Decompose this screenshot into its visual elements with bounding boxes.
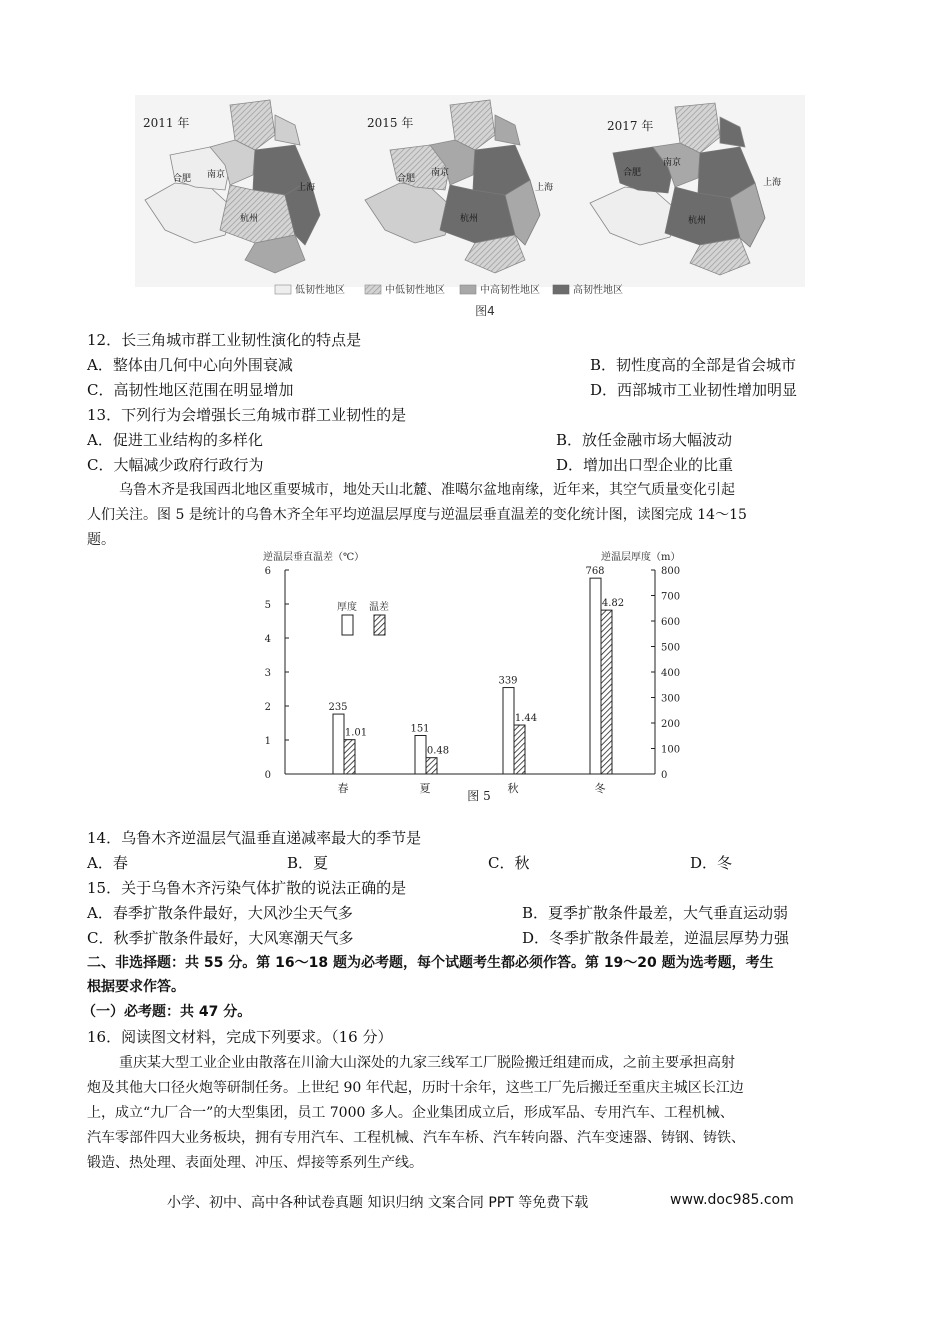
chart-ylabel-right: 逆温层厚度（m）: [601, 552, 681, 563]
chart-right-tick-label: 500: [661, 642, 681, 654]
chart-left-tick-label: 0: [264, 770, 271, 781]
city-hangzhou-2017: 杭州: [688, 216, 707, 226]
chart-right-tick-label: 700: [661, 591, 681, 603]
chart-right-tick-label: 600: [661, 617, 681, 628]
chart-right-tick-label: 300: [661, 693, 681, 705]
legend-thickness-label: 厚度: [337, 602, 357, 613]
q15-option-c: C．秋季扩散条件最好，大风寒潮天气多: [87, 929, 354, 947]
map-year-2011: 2011 年: [143, 116, 190, 130]
city-hangzhou-2015: 杭州: [460, 214, 479, 224]
city-hefei: 合肥: [173, 174, 192, 184]
intro-line-1: 乌鲁木齐是我国西北地区重要城市，地处天山北麓、准噶尔盆地南缘，近年来，其空气质量变化引起: [119, 482, 735, 498]
chart-ylabel-left: 逆温层垂直温差（℃）: [263, 552, 365, 563]
legend-mid-high: 中高韧性地区: [480, 285, 540, 296]
map-year-2017: 2017 年: [607, 119, 654, 133]
legend-tempdiff-swatch: [374, 615, 385, 635]
bar-thickness: [503, 688, 514, 774]
q14-stem: 14．乌鲁木齐逆温层气温垂直递减率最大的季节是: [87, 829, 422, 847]
footer-link[interactable]: www.doc985.com: [670, 1192, 794, 1208]
city-hefei-2015: 合肥: [397, 174, 416, 184]
q13-option-c: C．大幅减少政府行政行为: [87, 456, 264, 474]
city-shanghai: 上海: [297, 183, 316, 193]
legend-high: 高韧性地区: [573, 285, 623, 296]
q12-option-a: A．整体由几何中心向外围衰减: [87, 356, 293, 374]
map-year-2015: 2015 年: [367, 116, 414, 130]
q12-stem: 12．长三角城市群工业韧性演化的特点是: [87, 331, 362, 349]
bar-tempdiff-label: 4.82: [601, 598, 625, 610]
footer-text: 小学、初中、高中各种试卷真题 知识归纳 文案合同 PPT 等免费下载: [167, 1195, 589, 1211]
section2-subheading: （一）必考题：共 47 分。: [82, 1004, 252, 1020]
chart-left-tick-label: 3: [264, 668, 271, 679]
q12-option-b: B．韧性度高的全部是省会城市: [590, 356, 797, 374]
city-nanjing: 南京: [207, 170, 226, 180]
bar-tempdiff-label: 1.01: [344, 727, 368, 739]
legend-thickness-swatch: [342, 615, 353, 635]
q15-option-b: B．夏季扩散条件最差，大气垂直运动弱: [522, 904, 789, 922]
chart-left-tick-label: 4: [264, 634, 271, 645]
bar-tempdiff: [426, 758, 437, 774]
city-hangzhou: 杭州: [240, 214, 259, 224]
q16-para-line-1: 重庆某大型工业企业由散落在川渝大山深处的九家三线军工厂脱险搬迁组建而成，之前主要承担高射: [119, 1055, 735, 1071]
chart-caption: 图 5: [467, 789, 491, 803]
chart-left-tick-label: 2: [264, 702, 271, 713]
bar-thickness-label: 339: [498, 675, 518, 687]
q16-para-line-3: 上，成立“九厂合一”的大型集团，员工 7000 多人。企业集团成立后，形成军品、专用汽车、工程机械、: [87, 1105, 734, 1121]
bar-tempdiff: [601, 610, 612, 774]
q16-para-line-2: 炮及其他大口径火炮等研制任务。上世纪 90 年代起，历时十余年，这些工厂先后搬迁至重庆主城区长江边: [87, 1080, 744, 1096]
chart-left-tick-label: 1: [264, 736, 271, 747]
chart-right-tick-label: 0: [661, 770, 668, 781]
legend-tempdiff-label: 温差: [369, 602, 389, 613]
q15-option-d: D．冬季扩散条件最差，逆温层厚势力强: [522, 929, 790, 947]
bar-tempdiff: [344, 740, 355, 774]
bar-thickness-label: 235: [328, 702, 348, 714]
q14-option-b: B．夏: [287, 854, 329, 872]
chart-left-tick-label: 6: [264, 566, 271, 577]
city-shanghai-2017: 上海: [763, 178, 782, 188]
q12-option-d: D．西部城市工业韧性增加明显: [590, 381, 798, 399]
q13-stem: 13．下列行为会增强长三角城市群工业韧性的是: [87, 406, 407, 424]
q15-option-a: A．春季扩散条件最好，大风沙尘天气多: [87, 904, 353, 922]
q12-option-c: C．高韧性地区范围在明显增加: [87, 381, 294, 399]
x-category-label: 冬: [594, 782, 606, 795]
figure-4-maps: [135, 95, 805, 325]
intro-line-3: 题。: [87, 532, 115, 548]
q14-option-c: C．秋: [488, 854, 530, 872]
q16-stem: 16．阅读图文材料，完成下列要求。（16 分）: [87, 1028, 393, 1046]
x-category-label: 春: [337, 782, 349, 795]
city-nanjing-2017: 南京: [663, 158, 682, 168]
bar-thickness: [415, 735, 426, 774]
section2-heading-line1: 二、非选择题：共 55 分。第 16～18 题为必考题，每个试题考生都必须作答。第 19～20 题为选考题，考生: [87, 955, 774, 971]
chart-left-tick-label: 5: [264, 600, 271, 611]
chart-right-tick-label: 100: [661, 744, 681, 756]
figure-4-caption: 图4: [475, 304, 495, 318]
legend-low: 低韧性地区: [295, 285, 345, 296]
bar-thickness: [590, 578, 601, 774]
figure-5-chart: [255, 548, 695, 808]
bar-tempdiff-label: 0.48: [426, 745, 450, 757]
q13-option-d: D．增加出口型企业的比重: [556, 456, 734, 474]
city-hefei-2017: 合肥: [623, 168, 642, 178]
intro-line-2: 人们关注。图 5 是统计的乌鲁木齐全年平均逆温层厚度与逆温层垂直温差的变化统计图，读图完成 14～15: [87, 507, 747, 523]
bar-thickness-label: 768: [585, 566, 605, 578]
bar-thickness-label: 151: [410, 723, 430, 735]
bar-tempdiff-label: 1.44: [514, 713, 538, 725]
city-nanjing-2015: 南京: [431, 168, 450, 178]
legend-mid-low: 中低韧性地区: [385, 285, 445, 296]
section2-heading-line2: 根据要求作答。: [87, 979, 185, 995]
q14-option-a: A．春: [87, 854, 128, 872]
city-shanghai-2015: 上海: [535, 183, 554, 193]
q13-option-b: B．放任金融市场大幅波动: [556, 431, 733, 449]
q13-option-a: A．促进工业结构的多样化: [87, 431, 263, 449]
chart-bars: [328, 566, 624, 795]
chart-right-tick-label: 200: [661, 719, 681, 730]
chart-legend: [337, 600, 389, 635]
q16-para-line-5: 锻造、热处理、表面处理、冲压、焊接等系列生产线。: [87, 1155, 423, 1171]
bar-tempdiff: [514, 725, 525, 774]
bar-thickness: [333, 714, 344, 774]
x-category-label: 夏: [419, 782, 431, 795]
q15-stem: 15．关于乌鲁木齐污染气体扩散的说法正确的是: [87, 879, 407, 897]
x-category-label: 秋: [507, 782, 519, 795]
chart-right-tick-label: 800: [661, 566, 681, 577]
q16-para-line-4: 汽车零部件四大业务板块，拥有专用汽车、工程机械、汽车车桥、汽车转向器、汽车变速器、铸钢、铸铁、: [87, 1130, 745, 1146]
q14-option-d: D．冬: [690, 854, 733, 872]
chart-right-tick-label: 400: [661, 668, 681, 679]
